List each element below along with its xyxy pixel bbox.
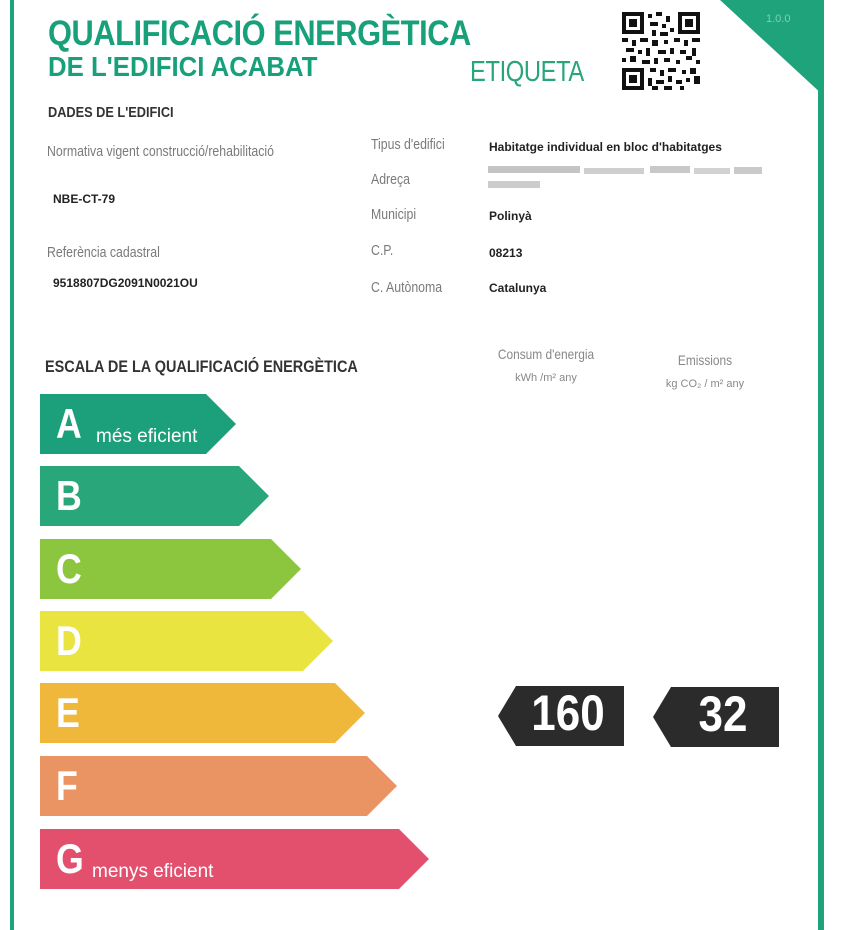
rating-bar-d	[40, 611, 333, 671]
adreca-label: Adreça	[371, 171, 410, 188]
rating-letter: D	[56, 617, 82, 664]
normativa-label: Normativa vigent construcció/rehabilitació	[47, 143, 274, 160]
rating-bar-c	[40, 539, 301, 599]
page-subtitle: DE L'EDIFICI ACABAT	[48, 51, 318, 82]
tipus-value: Habitatge individual en bloc d'habitatges	[489, 140, 722, 154]
rating-bar-b	[40, 466, 269, 526]
cp-value: 08213	[489, 246, 523, 260]
consum-value: 160	[531, 685, 605, 741]
cp-label: C.P.	[371, 242, 394, 259]
right-border	[818, 0, 824, 930]
rating-bar-shape	[40, 756, 397, 816]
referencia-value: 9518807DG2091N0021OU	[53, 276, 198, 290]
qr-code-icon	[622, 12, 700, 95]
tipus-label: Tipus d'edifici	[371, 136, 445, 153]
rating-description: menys eficient	[92, 861, 214, 882]
rating-letter: A	[56, 400, 82, 447]
municipi-label: Municipi	[371, 206, 417, 223]
autonoma-label: C. Autònoma	[371, 279, 443, 296]
rating-bar-shape	[40, 611, 333, 671]
left-border	[10, 0, 14, 930]
consum-unit: kWh /m² any	[515, 372, 577, 384]
rating-bar-a	[40, 394, 236, 454]
autonoma-value: Catalunya	[489, 281, 547, 295]
adreca-value-redacted	[488, 163, 764, 193]
section-building-data: DADES DE L'EDIFICI	[48, 104, 174, 121]
emissions-unit: kg CO₂ / m² any	[665, 378, 745, 390]
municipi-value: Polinyà	[489, 209, 532, 223]
section-scale: ESCALA DE LA QUALIFICACIÓ ENERGÈTICA	[45, 357, 358, 376]
rating-bar-shape	[40, 683, 365, 743]
rating-bar-f	[40, 756, 397, 816]
normativa-value: NBE-CT-79	[53, 192, 116, 206]
corner-tab	[720, 0, 830, 105]
emissions-indicator	[653, 687, 779, 747]
emissions-value: 32	[698, 686, 748, 742]
rating-letter: B	[56, 472, 82, 519]
rating-letter: F	[56, 762, 78, 809]
consum-header: Consum d'energia	[497, 346, 595, 362]
rating-letter: E	[56, 689, 80, 736]
consum-indicator	[498, 686, 624, 746]
emissions-header: Emissions	[677, 352, 733, 368]
label-etiqueta: ETIQUETA	[470, 56, 584, 88]
rating-letter: C	[56, 545, 82, 592]
corner-code: 1.0.0	[766, 13, 791, 25]
referencia-label: Referència cadastral	[47, 244, 160, 261]
rating-bar-g	[40, 829, 429, 889]
rating-description: més eficient	[96, 426, 198, 447]
rating-letter: G	[56, 835, 84, 882]
page-title: QUALIFICACIÓ ENERGÈTICA	[48, 14, 471, 53]
rating-bar-e	[40, 683, 365, 743]
